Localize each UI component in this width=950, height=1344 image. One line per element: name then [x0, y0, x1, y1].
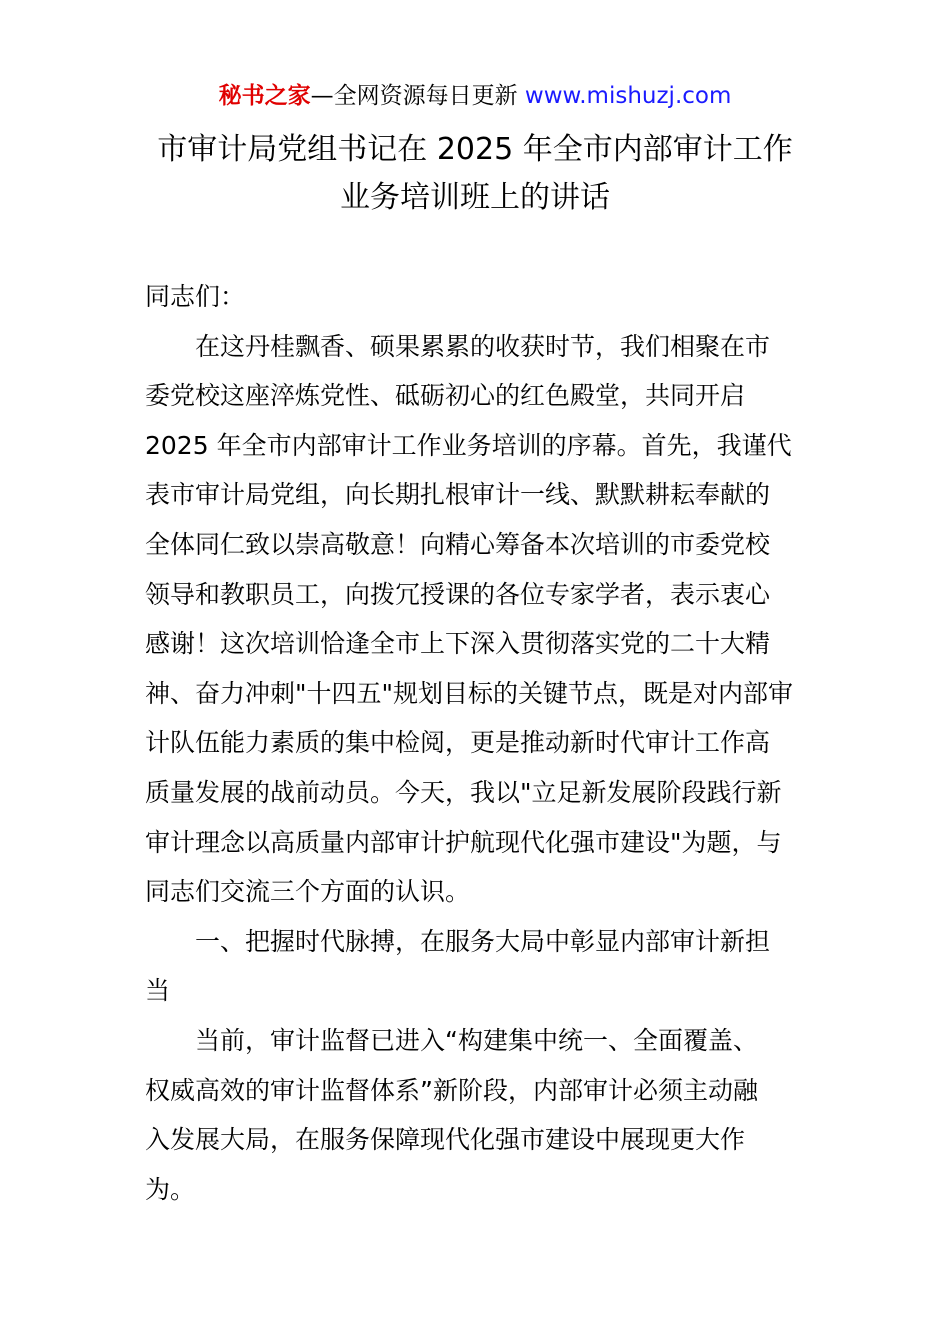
- heading-line: 一、把握时代脉搏，在服务大局中彰显内部审计新担: [195, 926, 771, 956]
- document-body: [145, 272, 815, 1214]
- site-tagline: —全网资源每日更新: [310, 83, 525, 109]
- paragraph-line: 2025 年全市内部审计工作业务培训的序幕。首先，我谨代: [145, 430, 792, 460]
- paragraph-section-1: [145, 1016, 815, 1214]
- document-title: [100, 126, 850, 222]
- paragraph-line: 质量发展的战前动员。今天，我以"立足新发展阶段践行新: [145, 777, 782, 807]
- paragraph-line: 审计理念以高质量内部审计护航现代化强市建设"为题，与: [145, 827, 782, 857]
- heading-line: 当: [145, 976, 171, 1006]
- site-url-link[interactable]: www.mishuzj.com: [524, 83, 732, 109]
- paragraph-line: 权威高效的审计监督体系”新阶段，内部审计必须主动融: [145, 1075, 758, 1105]
- paragraph-line: 为。: [145, 1174, 196, 1204]
- site-name: 秘书之家: [218, 83, 311, 109]
- paragraph-line: 委党校这座淬炼党性、砥砺初心的红色殿堂，共同开启: [145, 381, 746, 411]
- paragraph-line: 计队伍能力素质的集中检阅，更是推动新时代审计工作高: [145, 728, 771, 758]
- paragraph-line: 入发展大局，在服务保障现代化强市建设中展现更大作: [145, 1125, 746, 1155]
- paragraph-line: 同志们交流三个方面的认识。: [145, 877, 471, 907]
- paragraph-line: 在这丹桂飘香、硕果累累的收获时节，我们相聚在市: [195, 331, 771, 361]
- paragraph-line: 领导和教职员工，向拨冗授课的各位专家学者，表示衷心: [145, 579, 771, 609]
- paragraph-line: 感谢！这次培训恰逢全市上下深入贯彻落实党的二十大精: [145, 629, 771, 659]
- section-heading-1: [145, 917, 815, 1016]
- site-banner: [0, 80, 950, 112]
- paragraph-line: 表市审计局党组，向长期扎根审计一线、默默耕耘奉献的: [145, 480, 771, 510]
- salutation: 同志们：: [145, 282, 246, 311]
- paragraph-opening: [145, 322, 815, 917]
- title-line: 业务培训班上的讲话: [340, 180, 610, 215]
- paragraph-line: 当前，审计监督已进入“构建集中统一、全面覆盖、: [195, 1025, 758, 1055]
- title-line: 市审计局党组书记在 2025 年全市内部审计工作: [157, 132, 793, 167]
- paragraph-line: 神、奋力冲刺"十四五"规划目标的关键节点，既是对内部审: [145, 678, 794, 708]
- paragraph-line: 全体同仁致以崇高敬意！向精心筹备本次培训的市委党校: [145, 529, 771, 559]
